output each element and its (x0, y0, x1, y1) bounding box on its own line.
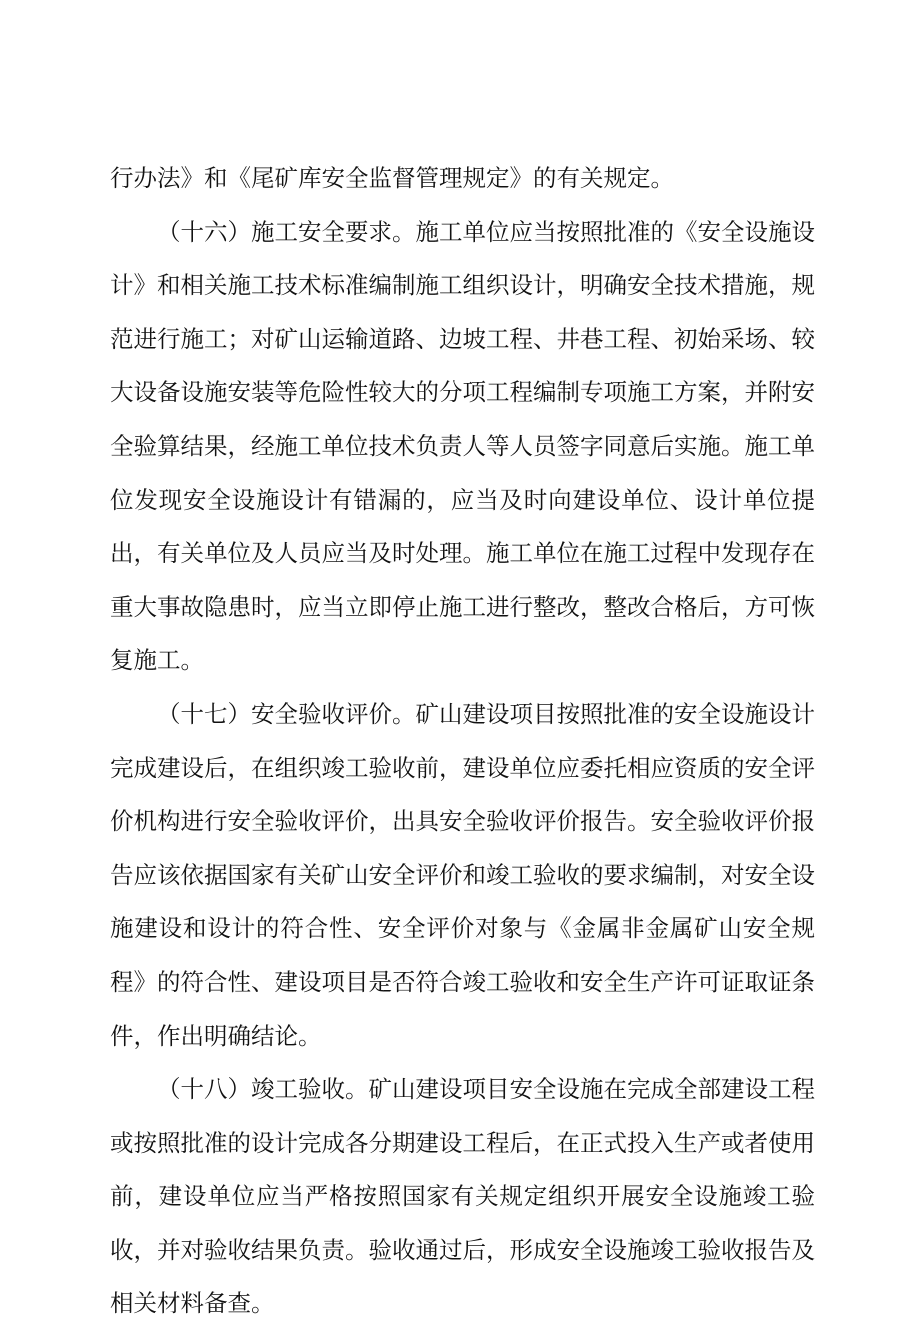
body-text (110, 152, 815, 1331)
paragraph-completion-acceptance: （十八）竣工验收。矿山建设项目安全设施在完成全部建设工程或按照批准的设计完成各分期建设工程后，在正式投入生产或者使用前，建设单位应当严格按照国家有关规定组织开展安全设施竣工验收，并对验收结果负责。验收通过后，形成安全设施竣工验收报告及相关材料备查。 (110, 1075, 815, 1318)
paragraph-acceptance-evaluation: （十七）安全验收评价。矿山建设项目按照批准的安全设施设计完成建设后，在组织竣工验收前，建设单位应委托相应资质的安全评价机构进行安全验收评价，出具安全验收评价报告。安全验收评价报告应该依据国家有关矿山安全评价和竣工验收的要求编制，对安全设施建设和设计的符合性、安全评价对象与《金属非金属矿山安全规程》的符合性、建设项目是否符合竣工验收和安全生产许可证取证条件，作出明确结论。 (110, 699, 815, 1050)
paragraph-continuation: 行办法》和《尾矿库安全监督管理规定》的有关规定。 (110, 164, 674, 192)
paragraph-construction-safety: （十六）施工安全要求。施工单位应当按照批准的《安全设施设计》和相关施工技术标准编制施工组织设计，明确安全技术措施，规范进行施工；对矿山运输道路、边坡工程、井巷工程、初始采场、较大设备设施安装等危险性较大的分项工程编制专项施工方案，并附安全验算结果，经施工单位技术负责人等人员签字同意后实施。施工单位发现安全设施设计有错漏的，应当及时向建设单位、设计单位提出，有关单位及人员应当及时处理。施工单位在施工过程中发现存在重大事故隐患时，应当立即停止施工进行整改，整改合格后，方可恢复施工。 (110, 217, 815, 675)
